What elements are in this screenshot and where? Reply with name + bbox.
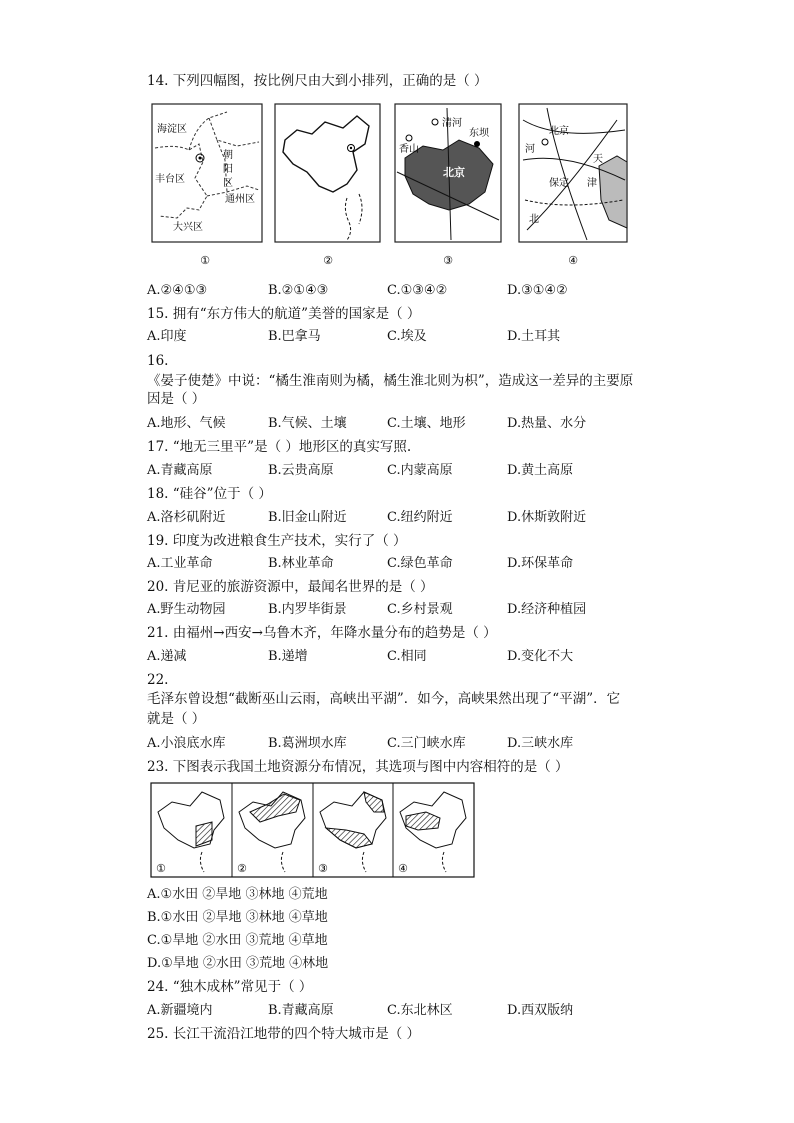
option-d[interactable]: D.变化不大: [507, 649, 574, 664]
option-c[interactable]: C.相同: [387, 649, 427, 664]
question-15-stem: 15. 拥有“东方伟大的航道”美誉的国家是（ ）: [147, 306, 421, 322]
option-a[interactable]: A.野生动物园: [147, 602, 226, 617]
question-18-stem: 18. “硅谷”位于（ ）: [147, 486, 272, 502]
land-map-1: [158, 792, 224, 872]
question-17-stem: 17. “地无三里平”是（ ）地形区的真实写照.: [147, 439, 412, 455]
map-1-district: [152, 104, 262, 242]
svg-text:阳: 阳: [223, 164, 233, 175]
land-map-2: [239, 792, 305, 872]
option-d[interactable]: D.三峡水库: [507, 736, 574, 751]
question-21-stem: 21. 由福州→西安→乌鲁木齐，年降水量分布的趋势是（ ）: [147, 625, 497, 641]
question-16-stem-line2: 因是（ ）: [147, 391, 206, 407]
map-3-beijing-city: [395, 104, 501, 242]
question-25-stem: 25. 长江干流沿江地带的四个特大城市是（ ）: [147, 1026, 421, 1042]
question-14-figure: [147, 100, 637, 270]
question-20-options: [147, 601, 667, 619]
option-d[interactable]: D.热量、水分: [507, 416, 587, 431]
option-c[interactable]: C.东北林区: [387, 1003, 453, 1018]
option-b[interactable]: B.葛洲坝水库: [268, 736, 347, 751]
fig14-num-2: ②: [323, 254, 333, 267]
fig23-num-3: ③: [318, 862, 328, 875]
svg-text:天: 天: [593, 154, 603, 165]
option-c[interactable]: C.三门峡水库: [387, 736, 466, 751]
question-16-number: 16.: [147, 353, 169, 369]
map3-label-beijing: 北京: [443, 166, 465, 179]
fig14-num-1: ①: [200, 254, 210, 267]
fig14-num-3: ③: [443, 254, 453, 267]
question-20-stem: 20. 肯尼亚的旅游资源中，最闻名世界的是（ ）: [147, 579, 434, 595]
question-22-number: 22.: [147, 672, 169, 688]
map4-label-baoding: 保定: [549, 178, 569, 189]
question-16-stem-line1: 《晏子使楚》中说：“橘生淮南则为橘，橘生淮北则为枳”，造成这一差异的主要原: [147, 373, 634, 389]
option-b[interactable]: B.巴拿马: [268, 329, 321, 344]
land-resource-maps-image: [150, 782, 475, 878]
question-16-options: [147, 415, 667, 433]
option-d[interactable]: D.休斯敦附近: [507, 510, 587, 525]
question-14-options: [147, 282, 667, 300]
option-b[interactable]: B.云贵高原: [268, 463, 334, 478]
option-c[interactable]: C.乡村景观: [387, 602, 453, 617]
land-map-4: [400, 792, 466, 872]
question-23-figure: [150, 782, 475, 878]
question-18-options: [147, 509, 667, 527]
option-d[interactable]: D.环保革命: [507, 556, 574, 571]
fig23-num-4: ④: [398, 862, 408, 875]
option-a[interactable]: A.递减: [147, 649, 187, 664]
option-d[interactable]: D.西双版纳: [507, 1003, 574, 1018]
map-2-china: [275, 104, 380, 242]
option-c[interactable]: C.纽约附近: [387, 510, 453, 525]
option-b[interactable]: B.林业革命: [268, 556, 334, 571]
option-b[interactable]: B.递增: [268, 649, 308, 664]
map1-label-daxing: 大兴区: [173, 222, 203, 233]
option-a[interactable]: A.②④①③: [147, 283, 208, 298]
question-17-options: [147, 462, 667, 480]
question-15-options: [147, 328, 667, 346]
map3-label-dongba: 东坝: [469, 128, 489, 139]
question-24-stem: 24. “独木成林”常见于（ ）: [147, 979, 313, 995]
question-22-stem-line1: 毛泽东曾设想“截断巫山云雨，高峡出平湖”．如今，高峡果然出现了“平湖”．它: [147, 691, 621, 707]
svg-text:区: 区: [223, 178, 233, 189]
fig23-num-1: ①: [156, 862, 166, 875]
question-21-options: [147, 648, 667, 666]
land-map-3: [320, 792, 386, 872]
question-23-option-b[interactable]: B.①水田 ②旱地 ③林地 ④草地: [147, 910, 328, 925]
question-23-option-d[interactable]: D.①旱地 ②水田 ③荒地 ④林地: [147, 956, 329, 971]
question-19-stem: 19. 印度为改进粮食生产技术，实行了（ ）: [147, 533, 407, 549]
option-a[interactable]: A.新疆境内: [147, 1003, 213, 1018]
question-14-stem: 14. 下列四幅图，按比例尺由大到小排列，正确的是（ ）: [147, 73, 488, 89]
map3-label-xiangshan: 香山: [399, 144, 419, 155]
svg-text:河: 河: [525, 144, 535, 155]
map1-label-haidian: 海淀区: [157, 124, 187, 135]
question-23-option-c[interactable]: C.①旱地 ②水田 ③荒地 ④草地: [147, 933, 328, 948]
question-23-stem: 23. 下图表示我国土地资源分布情况，其选项与图中内容相符的是（ ）: [147, 759, 569, 775]
svg-text:朝: 朝: [223, 150, 233, 161]
option-a[interactable]: A.青藏高原: [147, 463, 213, 478]
map4-label-beijing: 北京: [549, 126, 569, 137]
option-a[interactable]: A.印度: [147, 329, 187, 344]
question-22-options: [147, 735, 667, 753]
option-b[interactable]: B.内罗毕街景: [268, 602, 347, 617]
question-23-option-a[interactable]: A.①水田 ②旱地 ③林地 ④荒地: [147, 887, 328, 902]
option-d[interactable]: D.③①④②: [507, 283, 568, 298]
option-c[interactable]: C.土壤、地形: [387, 416, 466, 431]
fig14-num-4: ④: [568, 254, 578, 267]
option-b[interactable]: B.旧金山附近: [268, 510, 347, 525]
option-d[interactable]: D.黄土高原: [507, 463, 574, 478]
svg-text:津: 津: [587, 178, 597, 189]
question-24-options: [147, 1002, 667, 1020]
question-22-stem-line2: 就是（ ）: [147, 711, 206, 727]
map1-label-tongzhou: 通州区: [225, 194, 255, 205]
question-19-options: [147, 555, 667, 573]
map-4-region: [519, 104, 627, 242]
option-d[interactable]: D.经济种植园: [507, 602, 587, 617]
option-a[interactable]: A.小浪底水库: [147, 736, 226, 751]
svg-text:北: 北: [529, 214, 539, 225]
option-c[interactable]: C.内蒙高原: [387, 463, 453, 478]
option-c[interactable]: C.埃及: [387, 329, 427, 344]
option-d[interactable]: D.土耳其: [507, 329, 561, 344]
option-b[interactable]: B.②①④③: [268, 283, 329, 298]
fig23-num-2: ②: [237, 862, 247, 875]
option-b[interactable]: B.青藏高原: [268, 1003, 334, 1018]
scale-maps-image: [147, 100, 637, 270]
option-b[interactable]: B.气候、土壤: [268, 416, 347, 431]
option-a[interactable]: A.洛杉矶附近: [147, 510, 226, 525]
option-c[interactable]: C.绿色革命: [387, 556, 453, 571]
map3-label-qinghe: 清河: [442, 118, 462, 129]
option-c[interactable]: C.①③④②: [387, 283, 448, 298]
option-a[interactable]: A.工业革命: [147, 556, 213, 571]
map1-label-fengtai: 丰台区: [155, 174, 185, 185]
option-a[interactable]: A.地形、气候: [147, 416, 226, 431]
